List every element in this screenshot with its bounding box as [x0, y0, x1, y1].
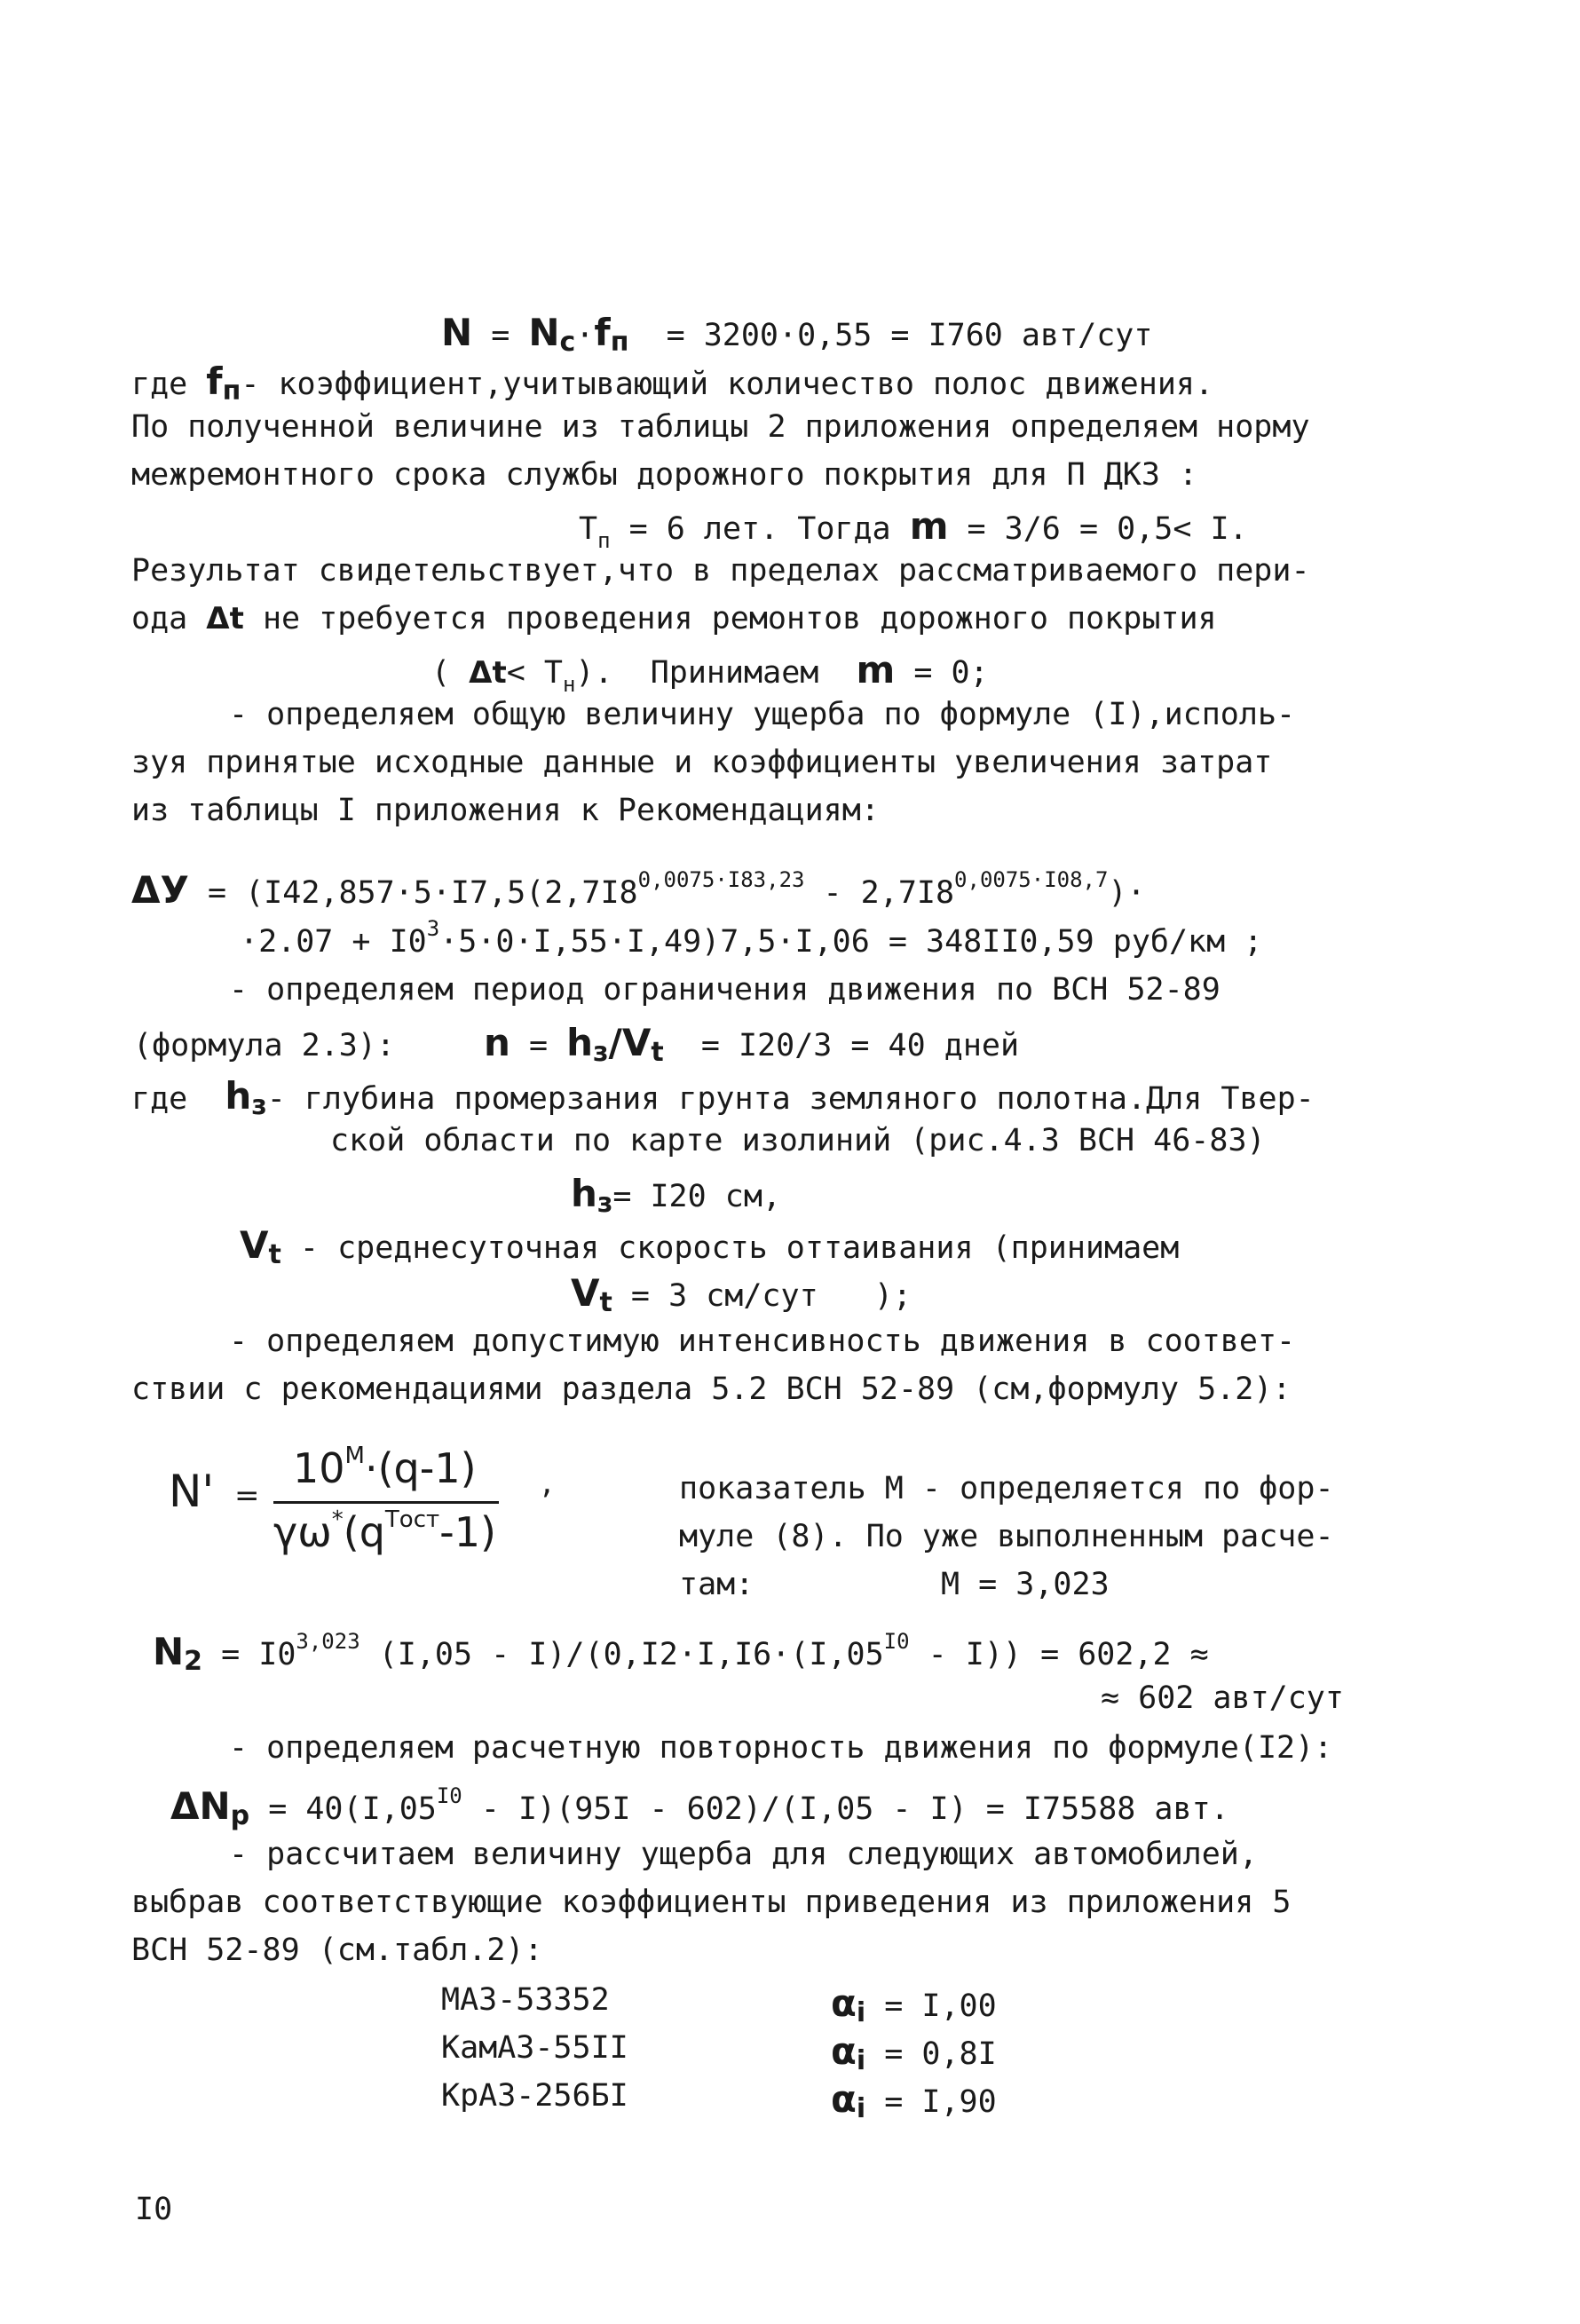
formula-tp: $T_п = 6$ лет. Тогда m = 3/6 = 0,5< I. — [579, 504, 1248, 553]
formula-allowable-intensity: N' = $10^M\cdot(q-1)$ $\gamma\omega^*(q^{Tост}-1)$ , — [169, 1443, 553, 1556]
text-line-delta-t: ода Δt не требуется проведения ремонтов дорожного покрытия — [131, 601, 1217, 636]
vehicle-coefficient: αi = 0,8I — [831, 2029, 997, 2076]
text-line: ствии с рекомендациями раздела 5.2 ВСН 52-89 (см,формулу 5.2): — [131, 1371, 1292, 1407]
text-line: показатель М - определяется по фор- — [679, 1471, 1334, 1506]
page-number: I0 — [135, 2192, 173, 2227]
formula-h-value: hз= I20 см, — [571, 1172, 781, 1219]
text-line: - определяем общую величину ущерба по формуле (I),исполь- — [229, 697, 1296, 732]
formula-delta-np: $\Delta Nр = 40(I,05^{I0} - I)(95I - 602)/(I,05 - I) = I75588$ авт. — [170, 1783, 1229, 1831]
text-line: из таблицы I приложения к Рекомендациям: — [131, 793, 880, 828]
text-line: ≈ 602 авт/сут — [1101, 1680, 1344, 1716]
text-line: По полученной величине из таблицы 2 приложения определяем норму — [131, 409, 1310, 445]
text-line-where-fp: где fп- коэффициент,учитывающий количество полос движения. — [131, 360, 1214, 407]
text-line: - определяем допустимую интенсивность движения в соответ- — [229, 1324, 1296, 1359]
formula-n-total: N = Nc·fп = 3200·0,55 = I760 авт/сут — [441, 311, 1153, 358]
vehicle-coefficient: αi = I,90 — [831, 2077, 997, 2124]
text-line: - определяем период ограничения движения по ВСН 52-89 — [229, 972, 1221, 1008]
vehicle-name: КамАЗ-55II — [441, 2030, 628, 2066]
formula-damage-line2: $\cdot 2.07 + I0^3\cdot 5\cdot 0\cdot I,55\cdot I,49)7,5\cdot I,06 = 348II0,59$ руб/км ; — [240, 916, 1263, 960]
text-line: ВСН 52-89 (см.табл.2): — [131, 1933, 543, 1968]
text-line-vt: Vt - среднесуточная скорость оттаивания (принимаем — [240, 1223, 1180, 1270]
text-line: - рассчитаем величину ущерба для следующих автомобилей, — [229, 1837, 1258, 1872]
formula-m-zero: ( $\Delta t< T_н$). Принимаем m = 0; — [431, 648, 989, 697]
text-line-where-h: где hз- глубина промерзания грунта земляного полотна.Для Твер- — [131, 1074, 1315, 1121]
formula-n-period: (формула 2.3): n = hз/Vt = I20/3 = 40 дней — [133, 1021, 1020, 1068]
text-line: муле (8). По уже выполненным расче- — [679, 1519, 1334, 1554]
text-line: ской области по карте изолиний (рис.4.3 ВСН 46-83) — [330, 1123, 1266, 1158]
text-line: - определяем расчетную повторность движения по формуле(I2): — [229, 1730, 1333, 1766]
vehicle-name: МАЗ-53352 — [441, 1982, 610, 2018]
text-line: зуя принятые исходные данные и коэффициенты увеличения затрат — [131, 745, 1273, 780]
text-line: там: М = 3,023 — [679, 1567, 1110, 1602]
text-line: выбрав соответствующие коэффициенты приведения из приложения 5 — [131, 1885, 1292, 1920]
text-line: межремонтного срока службы дорожного покрытия для П ДКЗ : — [131, 457, 1198, 493]
formula-damage-line1: $\Delta У = (I42,857\cdot 5\cdot I7,5(2,7I8^{0,0075\cdot I83,23} - 2,7I8^{0,0075\cdot I08,7})\cdot$ — [131, 867, 1146, 912]
formula-vt-value: Vt = 3 см/сут ); — [571, 1271, 912, 1318]
vehicle-coefficient: αi = I,00 — [831, 1981, 997, 2028]
vehicle-name: КрАЗ-256БI — [441, 2078, 628, 2114]
text-line: Результат свидетельствует,что в пределах рассматриваемого пери- — [131, 553, 1310, 589]
formula-n2: $N2 = I0^{3,023}$ $(I,05 - I)/(0,I2\cdot I,I6\cdot(I,05^{I0} - I)) = 602,2$ ≈ — [153, 1629, 1209, 1677]
